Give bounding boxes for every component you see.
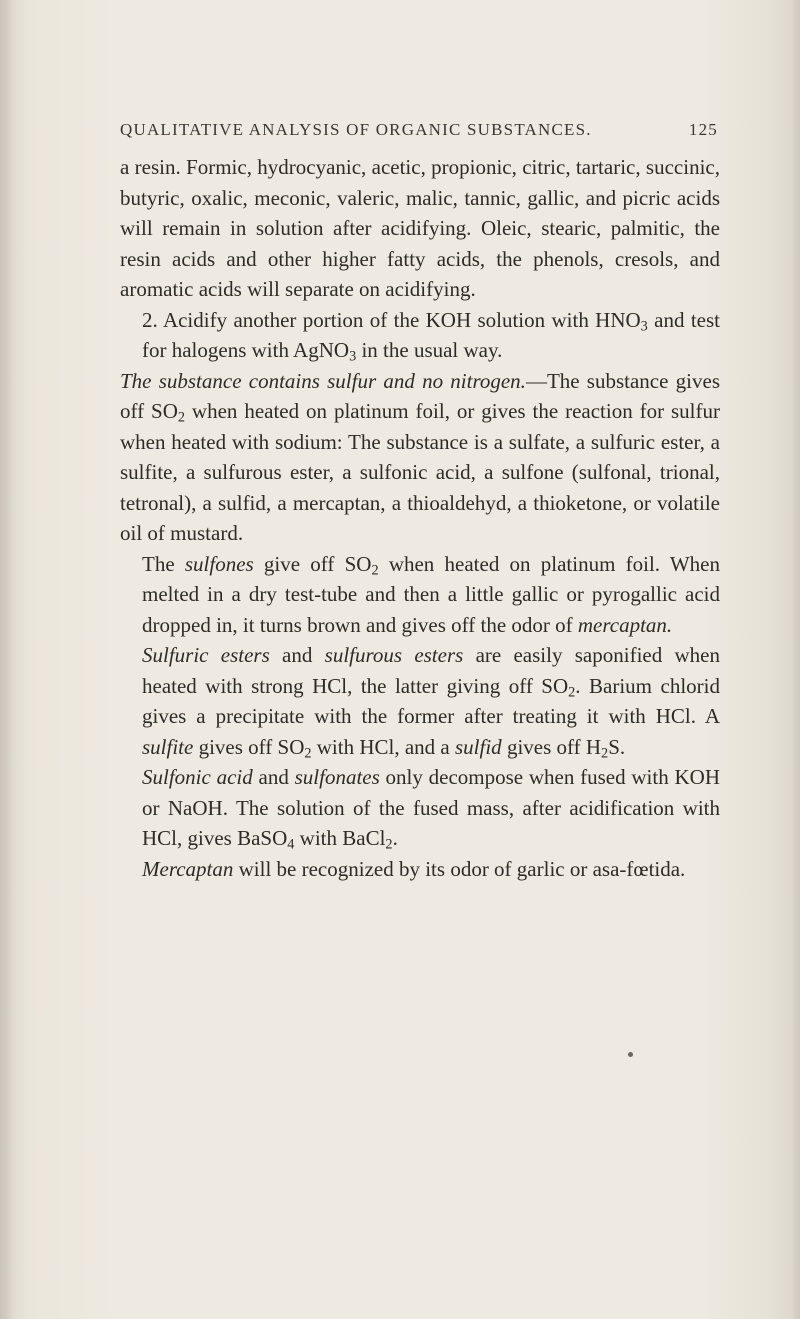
paragraph-mercaptan: Mercaptan will be recognized by its odor of garlic or asa-fœtida. [142, 856, 686, 881]
paragraph-acids: a resin. Formic, hydrocyanic, acetic, propionic, citric, tartaric, succinic, butyric, oxalic, meconic, valeric, malic, tannic, gallic, and picric acids will remain in solution after acidifying. Oleic, stearic, palmitic, the resin acids and other higher fatty acids, the phenols, cresols, and aromatic acids will separate on acidifying. [120, 155, 720, 301]
paragraph-sulfones: The sulfones give off $SO_2$ when heated on platinum foil. When melted in a dry test-tube and then a little gallic or pyrogallic acid dropped in, it turns brown and gives off the odor of mercaptan. [142, 551, 721, 637]
page-number: 125 [688, 120, 718, 139]
page-edge-shadow [792, 0, 800, 1319]
ink-speck [628, 1052, 633, 1057]
paragraph-step-2: 2. Acidify another portion of the KOH solution with $HNO_3$ and test for halogens with AgNO$_3$ in the usual way. [142, 307, 720, 365]
running-title: QUALITATIVE ANALYSIS OF ORGANIC SUBSTANCES. [120, 120, 592, 139]
paragraph-sulfonic-acid: Sulfonic acid and sulfonates only decompose when fused with KOH or NaOH. The solution of the fused mass, after acidification with HCl, gives BaSO$_4$ with BaCl$_2$. [142, 765, 720, 853]
paragraph-sulfur-no-nitrogen: The substance contains sulfur and no nitrogen.—The substance gives off $SO_2$ when heated on platinum foil, or gives the reaction for sulfur when heated with sodium: The substance is a sulfate, a sulfuric ester, a sulfite, a sulfurous ester, a sulfonic acid, a sulfone (sulfonal, trional, tetronal), a sulfid, a mercaptan, a thioaldehyd, a thioketone, or volatile oil of mustard. [120, 368, 721, 545]
body-text [120, 152, 720, 884]
page-spine-shadow [0, 0, 14, 1319]
paragraph-sulfuric-esters: Sulfuric esters and sulfurous esters are easily saponified when heated with strong HCl, the latter giving off $SO_2$. Barium chlorid gives a precipitate with the former after treating it with HCl. A sulfite gives off $SO_2$ with HCl, and a sulfid gives off $H_2S$. [142, 643, 720, 762]
